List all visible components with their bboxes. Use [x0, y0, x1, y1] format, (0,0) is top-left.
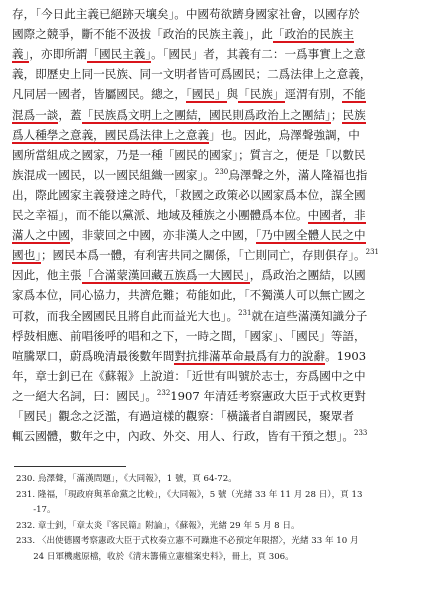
highlighted-phrase: 「國民主義」 — [87, 47, 152, 62]
body-line — [12, 245, 424, 265]
highlighted-phrase: 「乃中國全體人民之中 — [255, 228, 366, 243]
footnote-ref: 233 — [354, 429, 368, 438]
text-run: 。「國民」者，其義有二：一爲事實上之意 — [151, 47, 366, 62]
highlighted-phrase: 「政治的民族主 — [272, 27, 355, 42]
footnote-line: 231. 隆福，「現政府與革命黨之比較」，《大同報》，5 號（光緒 33 年 11 月 28 日），頁 13 — [16, 489, 363, 500]
body-line — [12, 225, 424, 245]
body-line — [12, 346, 424, 366]
body-line — [12, 64, 424, 84]
footnote-line: 232. 章士釗，「章太炎『客民篇』附論」，《蘇報》，光緒 29 年 5 月 8 日。 — [16, 520, 300, 531]
highlighted-phrase: 滿人之中國 — [12, 228, 70, 243]
body-line — [12, 386, 424, 406]
text-run: 「國民」觀念之泛濫，有過這樣的觀察：「橫議者自謂國民，聚眾者 — [12, 409, 355, 423]
body-line — [12, 306, 424, 326]
body-line — [12, 84, 424, 104]
highlighted-phrase: 「合滿蒙漢回藏五族爲一大國民」 — [81, 268, 250, 283]
highlighted-phrase: 中國者，非 — [307, 208, 366, 222]
body-line — [12, 4, 424, 24]
footnote-ref: 232 — [156, 389, 171, 398]
body-line — [12, 366, 424, 386]
highlighted-phrase: 不能 — [342, 87, 366, 102]
text-run: 家爲本位，同心協力，共濟危難；苟能如此，「不獨漢人可以無亡國之 — [12, 288, 366, 303]
text-run: 義，即歷史上同一民族、同一文明者皆可爲國民；二爲法律上之意義， — [12, 67, 372, 82]
body-line — [12, 44, 424, 64]
body-line — [12, 205, 424, 225]
footnote-line: 230. 烏澤聲，「滿漢問題」，《大同報》，1 號，頁 64-72。 — [16, 474, 237, 484]
highlighted-phrase: 義」 — [12, 47, 30, 62]
body-line — [12, 145, 424, 165]
text-run: 出，際此國家主義發達之時代，「救國之政策必以國家爲本位，謀全國 — [12, 187, 366, 202]
text-run: 族混成一國民，以一國民組織一國家」。 — [12, 167, 215, 182]
text-run: 存，「今日此主義已絕跡天壤矣」。中國苟欲躋身國家社會，以國存於 — [12, 7, 360, 21]
text-run: 凡同居一國者，皆屬國民。總之， — [12, 87, 186, 102]
body-line — [12, 406, 424, 426]
highlighted-phrase: 國也」 — [12, 248, 41, 263]
text-run: ；國民本爲一體，有利害共同之關係，「亡則同亡，存則俱存」。 — [40, 248, 366, 263]
text-run: 之一絕大名詞，曰：國民」。 — [12, 388, 157, 403]
footnote-ref: 230 — [214, 167, 229, 176]
body-line — [12, 105, 424, 125]
footnote-separator — [14, 466, 126, 467]
highlighted-phrase: 「國民」 — [185, 87, 227, 102]
text-run: 國際之競爭，斷不能不汲拔「政治的民族主義」，此 — [12, 27, 273, 42]
body-line — [12, 285, 424, 305]
text-run: 輒云國體，數年之中，內政、外交、用人、行政，皆有干預之想」。 — [12, 429, 355, 444]
footnote-line: 233. 〈出使德國考察憲政大臣于式枚奏立憲不可躁進不必預定年限摺〉，光緒 33 年 10 月 — [16, 536, 359, 547]
body-line — [12, 125, 424, 145]
text-run: 1907 年清廷考察憲政大臣于式枚更對 — [170, 388, 366, 403]
text-run: ，亦即所謂 — [29, 47, 88, 62]
text-run: 。1903 — [325, 348, 367, 363]
text-run: 年，章士釗已在《蘇報》上說道：「近世有叫號於志士，夯爲國中之中 — [12, 368, 366, 383]
text-run: 因此，他主張 — [12, 268, 82, 283]
body-line — [12, 265, 424, 285]
highlighted-phrase: 「民族爲文明上之團結，國民則爲政治上之團結」 — [81, 107, 331, 122]
text-run: 民之幸福」，而不能以黨派、地域及種族之小團體爲本位。 — [12, 208, 308, 222]
text-run: ； — [330, 107, 343, 122]
body-line — [12, 185, 424, 205]
text-run: 」也。因此，烏澤聲強調，中 — [209, 127, 360, 142]
highlighted-phrase: 民族 — [342, 107, 366, 122]
footnote-ref: 231 — [365, 248, 379, 257]
text-run: 烏澤聲之外，滿人隆福也指 — [228, 167, 368, 182]
text-run: ，蓋 — [58, 107, 82, 122]
highlighted-phrase: 「民族」 — [238, 87, 285, 102]
highlighted-phrase: 對抗排滿革命最爲有力的說辭 — [174, 348, 326, 363]
text-run: 逕渭有別， — [284, 87, 343, 102]
footnote-ref: 231 — [238, 308, 252, 317]
body-line — [12, 24, 424, 44]
text-run: 喧騰眾口，蔚爲晚清最後數年間 — [12, 348, 175, 363]
text-run: 國所當組成之國家，乃是一種「國民的國家」；質言之，便是「以數民 — [12, 147, 366, 162]
highlighted-phrase: 混爲一談 — [12, 107, 59, 122]
text-run: 與 — [226, 87, 239, 102]
footnote-line: 24 日軍機處原檔，收於《清末籌備立憲檔案史料》，冊上，頁 306。 — [16, 552, 294, 562]
highlighted-phrase: 爲人種學之意義，國民爲法律上之意義 — [12, 127, 210, 142]
text-run: 可救，而我全國國民且將自此而益光大也」。 — [12, 308, 239, 323]
body-line — [12, 426, 424, 446]
footnote-line: -17。 — [16, 505, 56, 516]
body-line — [12, 165, 424, 185]
text-run: ，爲政治之團結，以國 — [249, 268, 366, 283]
text-run: ，非蒙回之中國，亦非漢人之中國， — [69, 228, 256, 243]
text-run: 就在這些滿漢知識分子 — [251, 308, 368, 323]
text-run: 桴鼓相應、前唱後呼的唱和之下，一時之間，「國家」、「國民」等語， — [12, 328, 366, 343]
body-line — [12, 326, 424, 346]
